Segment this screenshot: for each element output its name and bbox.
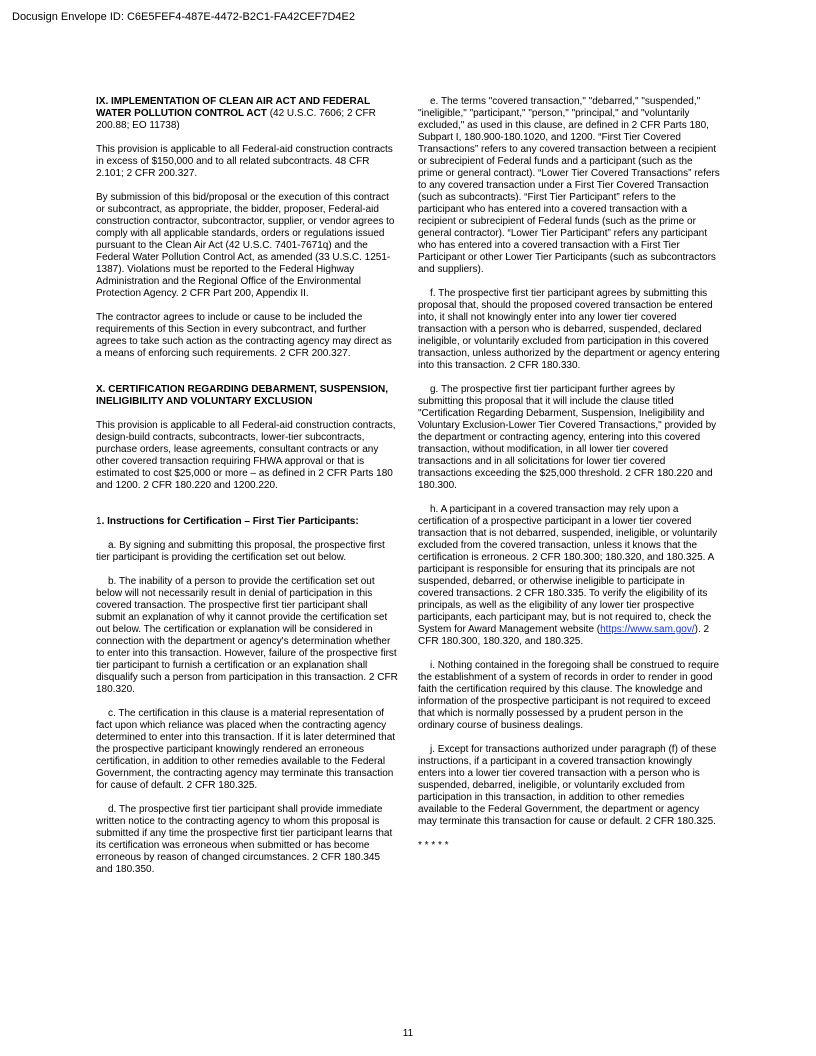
section-ix-title: IX. IMPLEMENTATION OF CLEAN AIR ACT AND FEDERAL WATER POLLUTION CONTROL ACT <box>96 96 370 119</box>
paragraph-h-tail: ). 2 CFR 180.300, 180.320, and 180.325. <box>418 624 710 647</box>
section-x-applicability: This provision is applicable to all Federal-aid construction contracts, design-build contracts, subcontracts, lower-tier subcontracts, purchase orders, lease agreements, consultant contracts or any other covered transaction requiring FHWA approval or that is estimated to cost $25,000 or more – as defined in 2 CFR Parts 180 and 1200. 2 CFR 180.220 and 1200.220. <box>96 420 396 491</box>
section-x <box>96 384 398 408</box>
paragraph-i: i. Nothing contained in the foregoing shall be construed to require the establishment of a system of records in order to render in good faith the certification required by this clause. The knowledge and information of the prospective participant is not required to exceed that which is normally possessed by a prudent person in the ordinary course of business dealings. <box>418 660 720 731</box>
paragraph-f: f. The prospective first tier participant agrees by submitting this proposal that, should the proposed covered transaction be entered into, it shall not knowingly enter into any lower tier covered transaction with a person who is debarred, suspended, declared ineligible, or voluntarily excluded from participation in this covered transaction, unless authorized by the department or agency entering into this transaction. 2 CFR 180.330. <box>418 288 720 371</box>
paragraph-c: c. The certification in this clause is a material representation of fact upon which reliance was placed when the contracting agency determined to enter into this transaction. If it is later determined that the prospective participant knowingly rendered an erroneous certification, in addition to other remedies available to the Federal Government, the contracting agency may terminate this transaction for cause of default. 2 CFR 180.325. <box>96 708 396 791</box>
paragraph-e: e. The terms "covered transaction," "debarred," "suspended," "ineligible," "participant," "person," "principal," and "voluntarily excluded," as used in this clause, are defined in 2 CFR Parts 180, Subpart I, 180.900-180.1020, and 1200. “First Tier Covered Transactions” refers to any covered transaction between a recipient or subrecipient of Federal funds and a participant (such as the prime or general contract). “Lower Tier Covered Transactions” refers to any covered transaction under a First Tier Covered Transaction (such as subcontracts). “First Tier Participant” refers to the participant who has entered into a covered transaction with a recipient or subrecipient of Federal funds (such as the prime or general contractor). “Lower Tier Participant” refers any participant who has entered into a covered transaction with a First Tier Participant or other Lower Tier Participants (such as subcontractors and suppliers). <box>418 96 720 275</box>
section-ix-subcontract-requirement: The contractor agrees to include or cause to be included the requirements of this Section in every subcontract, and further agrees to take such action as the contracting agency may direct as a means of enforcing such requirements. 2 CFR 200.327. <box>96 312 392 359</box>
section-ix-applicability: This provision is applicable to all Federal-aid construction contracts in excess of $150,000 and to all related subcontracts. 48 CFR 2.101; 2 CFR 200.327. <box>96 144 393 179</box>
paragraph-g: g. The prospective first tier participant further agrees by submitting this proposal that it will include the clause titled "Certification Regarding Debarment, Suspension, Ineligibility and Voluntary Exclusion-Lower Tier Covered Transactions," provided by the department or contracting agency, entering into this covered transaction, without modification, in all lower tier covered transactions and in all solicitations for lower tier covered transactions exceeding the $25,000 threshold. 2 CFR 180.220 and 180.300. <box>418 384 717 491</box>
spacer <box>96 504 398 516</box>
section-ix-agreement: By submission of this bid/proposal or the execution of this contract or subcontract, as appropriate, the bidder, proposer, Federal-aid construction contractor, subcontractor, supplier, or vendor agrees to comply with all applicable standards, orders or regulations issued pursuant to the Clean Air Act (42 U.S.C. 7401-7671q) and the Federal Water Pollution Control Act, as amended (33 U.S.C. 1251-1387). Violations must be reported to the Federal Highway Administration and the Regional Office of the Environmental Protection Agency. 2 CFR Part 200, Appendix II. <box>96 192 395 299</box>
instructions-number: 1 <box>96 516 102 527</box>
section-x-title: X. CERTIFICATION REGARDING DEBARMENT, SUSPENSION, INELIGIBILITY AND VOLUNTARY EXCLUSION <box>96 384 389 407</box>
instructions-heading <box>96 516 398 528</box>
end-stars: * * * * * <box>418 840 449 851</box>
spacer <box>96 372 398 384</box>
paragraph-b: b. The inability of a person to provide the certification set out below will not necessarily result in denial of participation in this covered transaction. The prospective first tier participant shall submit an explanation of why it cannot provide the certification set out below. The certification or explanation will be considered in connection with the department or agency's determination whether to enter into this transaction. However, failure of the prospective first tier participant to furnish a certification or an explanation shall disqualify such a person from participation in this transaction. 2 CFR 180.320. <box>96 576 398 695</box>
instructions-title: . Instructions for Certification – First Tier Participants: <box>101 516 359 527</box>
section-ix-citation: (42 U.S.C. 7606; 2 CFR 200.88; EO 11738) <box>96 108 376 131</box>
envelope-id: Docusign Envelope ID: C6E5FEF4-487E-4472-B2C1-FA42CEF7D4E2 <box>12 11 356 23</box>
sam-gov-link[interactable]: https://www.sam.gov/ <box>600 624 695 635</box>
page-number: 11 <box>402 1028 414 1039</box>
section-ix <box>96 96 398 132</box>
paragraph-d: d. The prospective first tier participant shall provide immediate written notice to the contracting agency to whom this proposal is submitted if any time the prospective first tier participant learns that its certification was erroneous when submitted or has become erroneous by reason of changed circumstances. 2 CFR 180.345 and 180.350. <box>96 804 393 875</box>
right-column <box>418 96 720 864</box>
paragraph-j: j. Except for transactions authorized under paragraph (f) of these instructions, if a participant in a covered transaction knowingly enters into a lower tier covered transaction with a person who is suspended, debarred, ineligible, or voluntarily excluded from participation in this transaction, in addition to other remedies available to the Federal Government, the department or agency may terminate this transaction for cause or default. 2 CFR 180.325. <box>418 744 717 827</box>
paragraph-h <box>418 504 720 648</box>
paragraph-h-text: h. A participant in a covered transaction may rely upon a certification of a prospective participant in a lower tier covered transaction that is not debarred, suspended, ineligible, or voluntarily excluded from the covered transaction, unless it knows that the certification is erroneous. 2 CFR 180.300; 180.320, and 180.325. A participant is responsible for ensuring that its principals are not suspended, debarred, or otherwise ineligible to participate in covered transactions. 2 CFR 180.335. To verify the eligibility of its principals, as well as the eligibility of any lower tier prospective participants, each participant may, but is not required to, check the System for Award Management website ( <box>418 504 718 635</box>
left-column <box>96 96 398 888</box>
paragraph-a: a. By signing and submitting this proposal, the prospective first tier participant is providing the certification set out below. <box>96 540 385 563</box>
